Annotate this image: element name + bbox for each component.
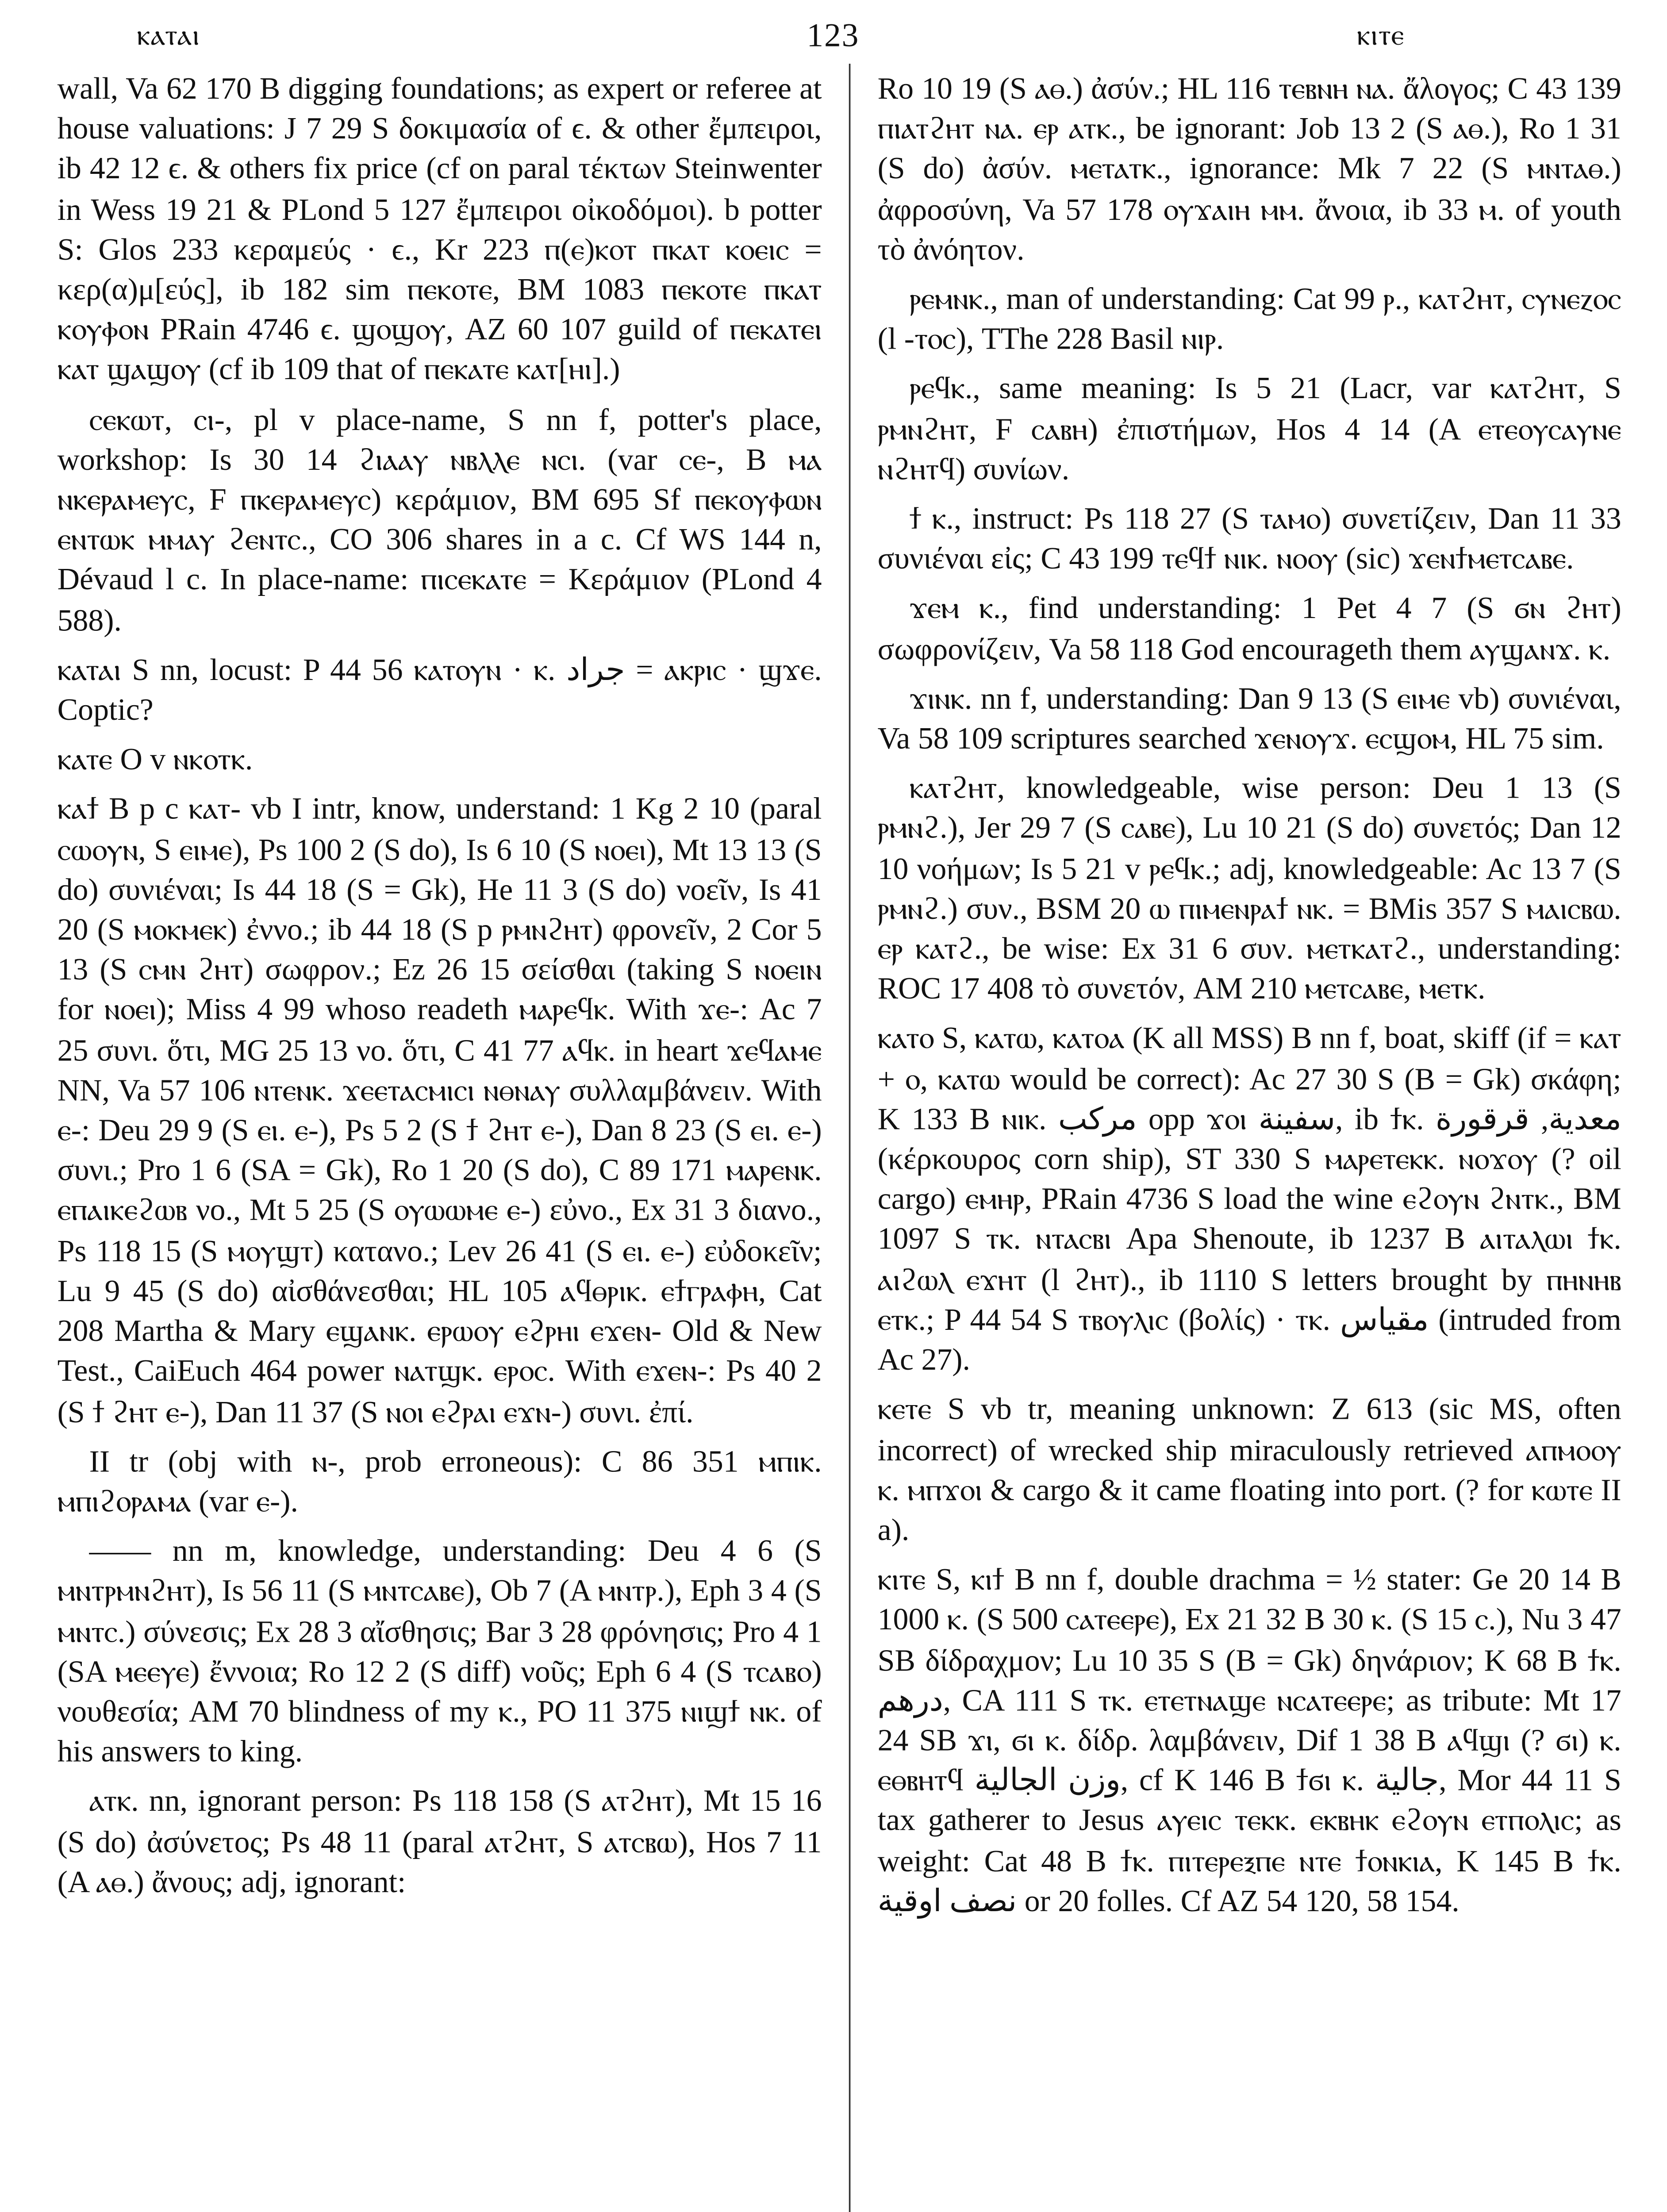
entry-kete: ⲕⲉⲧⲉ S vb tr, meaning unknown: Z 613 (sic MS, often incorrect) of wrecked ship miraculously retrieved ⲁⲡⲙⲟⲟⲩ ⲕ. ⲙⲡϫⲟⲓ & cargo & it came floating into port. (? for ⲕⲱⲧⲉ II a). xyxy=(877,1394,1621,1548)
entry-atk: ⲁⲧⲕ. nn, ignorant person: Ps 118 158 (S ⲁⲧϩⲏⲧ), Mt 15 16 (S do) ἀσύνετος; Ps 48 11 (paral ⲁⲧϩⲏⲧ, S ⲁⲧⲥⲃⲱ), Hos 7 11 (A ⲁⲑ.) ἄνους; adj, ignorant: xyxy=(57,1786,822,1900)
entry-remnk: ⲣⲉⲙⲛⲕ., man of understanding: Cat 99 ⲣ., ⲕⲁⲧϩⲏⲧ, ⲥⲩⲛⲉⲍⲟⲥ (l -ⲧⲟⲥ), TThe 228 Basil ⲛⲓⲣ. xyxy=(877,283,1621,357)
entry-refk: ⲣⲉϥⲕ., same meaning: Is 5 21 (Lacr, var ⲕⲁⲧϩⲏⲧ, S ⲣⲙⲛϩⲏⲧ, F ⲥⲁⲃⲏ) ἐπιστήμων, Hos 4 14 (A ⲉⲧⲉⲟⲩⲥⲁⲩⲛⲉ ⲛϩⲏⲧϥ) συνίων. xyxy=(877,373,1621,487)
entry-atk-continued: Ro 10 19 (S ⲁⲑ.) ἀσύν.; HL 116 ⲧⲉⲃⲛⲏ ⲛⲁ. ἄλογος; C 43 139 ⲡⲓⲁⲧϩⲏⲧ ⲛⲁ. ⲉⲣ ⲁⲧⲕ., be ignorant: Job 13 2 (S ⲁⲑ.), Ro 1 31 (S do) ἀσύν. ⲙⲉⲧⲁⲧⲕ., ignorance: Mk 7 22 (S ⲙⲛⲧⲁⲑ.) ἀφροσύνη, Va 57 178 ⲟⲩϫⲁⲓⲏ ⲙⲙ. ἄνοια, ib 33 ⲙ. of youth τὸ ἀνόητον. xyxy=(877,73,1621,268)
entry-sekot: ⲥⲉⲕⲱⲧ, ⲥⲓ-, pl v place-name, S nn f, potter's place, workshop: Is 30 14 ϩⲓⲁⲁⲩ ⲛⲃⲗⲗⲉ ⲛⲥⲓ. (var ⲥⲉ-, B ⲙⲁ ⲛⲕⲉⲣⲁⲙⲉⲩⲥ, F ⲡⲕⲉⲣⲁⲙⲉⲩⲥ) κεράμιον, BM 695 Sf ⲡⲉⲕⲟⲩⲫⲱⲛ ⲉⲛⲧⲱⲕ ⲙⲙⲁⲩ ϩⲉⲛⲧⲥ., CO 306 shares in a c. Cf WS 144 n, Dévaud l c. In place-name: ⲡⲓⲥⲉⲕⲁⲧⲉ = Κεράμιον (PLond 4 588). xyxy=(57,404,822,638)
entry-jink: ϫⲓⲛⲕ. nn f, understanding: Dan 9 13 (S ⲉⲓⲙⲉ vb) συνιέναι, Va 58 109 scriptures searched ϫⲉⲛⲟⲩϫ. ⲉⲥϣⲟⲙ, HL 75 sim. xyxy=(877,683,1621,757)
column-divider xyxy=(849,64,851,2212)
left-guide-word: ⲕⲁⲧⲁⲓ xyxy=(137,19,200,51)
entry-kato: ⲕⲁⲧⲟ S, ⲕⲁⲧⲱ, ⲕⲁⲧⲟⲁ (K all MSS) B nn f, boat, skiff (if = ⲕⲁⲧ + ⲟ, ⲕⲁⲧⲱ would be correct): Ac 27 30 S (B = Gk) σκάφη; K 133 B ⲛⲓⲕ. مركب opp ϫⲟⲓ سفينة, ib ϯⲕ. معدية, قرقورة (κέρκουρος corn ship), ST 330 S ⲙⲁⲣⲉⲧⲉⲕⲕ. ⲛⲟϫⲟⲩ (? oil cargo) ⲉⲙⲏⲣ, PRain 4736 S load the wine ⲉϩⲟⲩⲛ ϩⲛⲧⲕ., BM 1097 S ⲧⲕ. ⲛⲧⲁⲥⲃⲓ Apa Shenoute, ib 1237 B ⲁⲓⲧⲁⲗⲱⲓ ϯⲕ. ⲁⲓϩⲱⲗ ⲉϫⲏⲧ (l ϩⲏⲧ)., ib 1110 S letters brought by ⲡⲏⲛⲏⲃ ⲉⲧⲕ.; P 44 54 S ⲧⲃⲟⲩⲗⲓⲥ (βολίς) · ⲧⲕ. مقياس (intruded from Ac 27). xyxy=(877,1023,1621,1378)
entry-kate: ⲕⲁⲧⲉ O v ⲛⲕⲟⲧⲕ. xyxy=(57,744,253,778)
entry-kite: ⲕⲓⲧⲉ S, ⲕⲓϯ B nn f, double drachma = ½ stater: Ge 20 14 B 1000 ⲕ. (S 500 ⲥⲁⲧⲉⲉⲣⲉ), Ex 21 32 B 30 ⲕ. (S 15 ⲥ.), Nu 3 47 SB δίδραχμον; Lu 10 35 S (B = Gk) δηνάριον; K 68 B ϯⲕ. درهم, CA 111 S ⲧⲕ. ⲉⲧⲉⲧⲛⲁϣⲉ ⲛⲥⲁⲧⲉⲉⲣⲉ; as tribute: Mt 17 24 SB ϫⲓ, ϭⲓ ⲕ. δίδρ. λαμβάνειν, Dif 1 38 B ⲁϥϣⲓ (? ϭⲓ) ⲕ. ⲉⲑⲃⲏⲧϥ وزن الجالية, cf K 146 B ϯϭⲓ ⲕ. جالية, Mor 44 11 S tax gatherer to Jesus ⲁⲩⲉⲓⲥ ⲧⲉⲕⲕ. ⲉⲕⲃⲏⲕ ⲉϩⲟⲩⲛ ⲉⲧⲡⲟⲗⲓⲥ; as weight: Cat 48 B ϯⲕ. ⲡⲓⲧⲉⲣⲉⲝⲡⲉ ⲛⲧⲉ ϯⲟⲛⲕⲓⲁ, K 145 B ϯⲕ. نصف اوقية or 20 folles. Cf AZ 54 120, 58 154. xyxy=(877,1564,1621,1919)
entry-kati-tr: II tr (obj with ⲛ-, prob erroneous): C 86 351 ⲙⲡⲓⲕ. ⲙⲡⲓϩⲟⲣⲁⲙⲁ (var ⲉ-). xyxy=(57,1445,822,1520)
entry-ti-k: ϯ ⲕ., instruct: Ps 118 27 (S ⲧⲁⲙⲟ) συνετίζειν, Dan 11 33 συνιέναι εἰς; C 43 199 ⲧⲉϥϯ ⲛⲓⲕ. ⲛⲟⲟⲩ (sic) ϫⲉⲛϯⲙⲉⲧⲥⲁⲃⲉ. xyxy=(877,503,1621,577)
entry-kati-nn: —— nn m, knowledge, understanding: Deu 4 6 (S ⲙⲛⲧⲣⲙⲛϩⲏⲧ), Is 56 11 (S ⲙⲛⲧⲥⲁⲃⲉ), Ob 7 (A ⲙⲛⲧⲣ.), Eph 3 4 (S ⲙⲛⲧⲥ.) σύνεσις; Ex 28 3 αἴσθησις; Bar 3 28 φρόνησις; Pro 4 1 (SA ⲙⲉⲉⲩⲉ) ἔννοια; Ro 12 2 (S diff) νοῦς; Eph 6 4 (S ⲧⲥⲁⲃⲟ) νουθεσία; AM 70 blindness of my ⲕ., PO 11 375 ⲛⲓϣϯ ⲛⲕ. of his answers to king. xyxy=(57,1535,822,1770)
left-column xyxy=(58,70,822,1912)
page-number: 123 xyxy=(807,16,860,54)
entry-kat-continued: wall, Va 62 170 B digging foundations; as expert or referee at house valuations: J 7 29 S δοκιμασία of ϵ. & other ἔμπειροι, ib 42 12 ϵ. & others fix price (cf on paral τέκτων Steinwenter in Wess 19 21 & PLond 5 127 ἔμπειροι οἰκοδόμοι). b potter S: Glos 233 κεραμεύς · ϵ., Kr 223 ⲡ(ⲉ)ⲕⲟⲧ ⲡⲕⲁⲧ ⲕⲟⲉⲓⲥ = κερ(α)μ[εύς], ib 182 sim ⲡⲉⲕⲟⲧⲉ, BM 1083 ⲡⲉⲕⲟⲧⲉ ⲡⲕⲁⲧ ⲕⲟⲩⲫⲟⲛ PRain 4746 ϵ. ϣⲟϣⲟⲩ, AZ 60 107 guild of ⲡⲉⲕⲁⲧⲉⲓ ⲕⲁⲧ ϣⲁϣⲟⲩ (cf ib 109 that of ⲡⲉⲕⲁⲧⲉ ⲕⲁⲧ[ⲏⲓ].) xyxy=(57,73,822,388)
right-column xyxy=(878,70,1621,1932)
entry-kathet: ⲕⲁⲧϩⲏⲧ, knowledgeable, wise person: Deu 1 13 (S ⲣⲙⲛϩ.), Jer 29 7 (S ⲥⲁⲃⲉ), Lu 10 21 (S do) συνετός; Dan 12 10 νοήμων; Is 5 21 v ⲣⲉϥⲕ.; adj, knowledgeable: Ac 13 7 (S ⲣⲙⲛϩ.) συν., BSM 20 ⲱ ⲡⲓⲙⲉⲛⲣⲁϯ ⲛⲕ. = BMis 357 S ⲙⲁⲓⲥⲃⲱ. ⲉⲣ ⲕⲁⲧϩ., be wise: Ex 31 6 συν. ⲙⲉⲧⲕⲁⲧϩ., understanding: ROC 17 408 τὸ συνετόν, AM 210 ⲙⲉⲧⲥⲁⲃⲉ, ⲙⲉⲧⲕ. xyxy=(877,772,1621,1007)
entry-jem-k: ϫⲉⲙ ⲕ., find understanding: 1 Pet 4 7 (S ϭⲛ ϩⲏⲧ) σωφρονίζειν, Va 58 118 God encourageth them ⲁⲩϣⲁⲛϫ. ⲕ. xyxy=(877,593,1621,667)
entry-katai: ⲕⲁⲧⲁⲓ S nn, locust: P 44 56 ⲕⲁⲧⲟⲩⲛ · ⲕ. جراد = ⲁⲕⲣⲓⲥ · ϣϫⲉ. Coptic? xyxy=(57,654,822,728)
right-guide-word: ⲕⲓⲧⲉ xyxy=(1357,19,1405,51)
entry-kati: ⲕⲁϯ B p c ⲕⲁⲧ- vb I intr, know, understand: 1 Kg 2 10 (paral ⲥⲱⲟⲩⲛ, S ⲉⲓⲙⲉ), Ps 100 2 (S do), Is 6 10 (S ⲛⲟⲉⲓ), Mt 13 13 (S do) συνιέναι; Is 44 18 (S = Gk), He 11 3 (S do) νοεῖν, Is 41 20 (S ⲙⲟⲕⲙⲉⲕ) ἐννο.; ib 44 18 (S p ⲣⲙⲛϩⲏⲧ) φρονεῖν, 2 Cor 5 13 (S ⲥⲙⲛ ϩⲏⲧ) σωφρον.; Ez 26 15 σείσθαι (taking S ⲛⲟⲉⲓⲛ for ⲛⲟⲉⲓ); Miss 4 99 whoso readeth ⲙⲁⲣⲉϥⲕ. With ϫⲉ-: Ac 7 25 συνι. ὅτι, MG 25 13 νο. ὅτι, C 41 77 ⲁϥⲕ. in heart ϫⲉϥⲁⲙⲉ NN, Va 57 106 ⲛⲧⲉⲛⲕ. ϫⲉⲉⲧⲁⲥⲙⲓⲥⲓ ⲛⲑⲛⲁⲩ συλλαμβάνειν. With ⲉ-: Deu 29 9 (S ⲉⲓ. ⲉ-), Ps 5 2 (S ϯ ϩⲏⲧ ⲉ-), Dan 8 23 (S ⲉⲓ. ⲉ-) συνι.; Pro 1 6 (SA = Gk), Ro 1 20 (S do), C 89 171 ⲙⲁⲣⲉⲛⲕ. ⲉⲡⲁⲓⲕⲉϩⲱⲃ νο., Mt 5 25 (S ⲟⲩⲱⲱⲙⲉ ⲉ-) εὐνο., Ex 31 3 διανο., Ps 118 15 (S ⲙⲟⲩϣⲧ) κατανο.; Lev 26 41 (S ⲉⲓ. ⲉ-) εὐδοκεῖν; Lu 9 45 (S do) αἰσθάνεσθαι; HL 105 ⲁϥⲑⲣⲓⲕ. ⲉϯⲅⲣⲁⲫⲏ, Cat 208 Martha & Mary ⲉϣⲁⲛⲕ. ⲉⲣⲱⲟⲩ ⲉϩⲣⲏⲓ ⲉϫⲉⲛ- Old & New Test., CaiEuch 464 power ⲛⲁⲧϣⲕ. ⲉⲣⲟⲥ. With ⲉϫⲉⲛ-: Ps 40 2 (S ϯ ϩⲏⲧ ⲉ-), Dan 11 37 (S ⲛⲟⲓ ⲉϩⲣⲁⲓ ⲉϫⲛ-) συνι. ἐπί. xyxy=(57,794,822,1429)
